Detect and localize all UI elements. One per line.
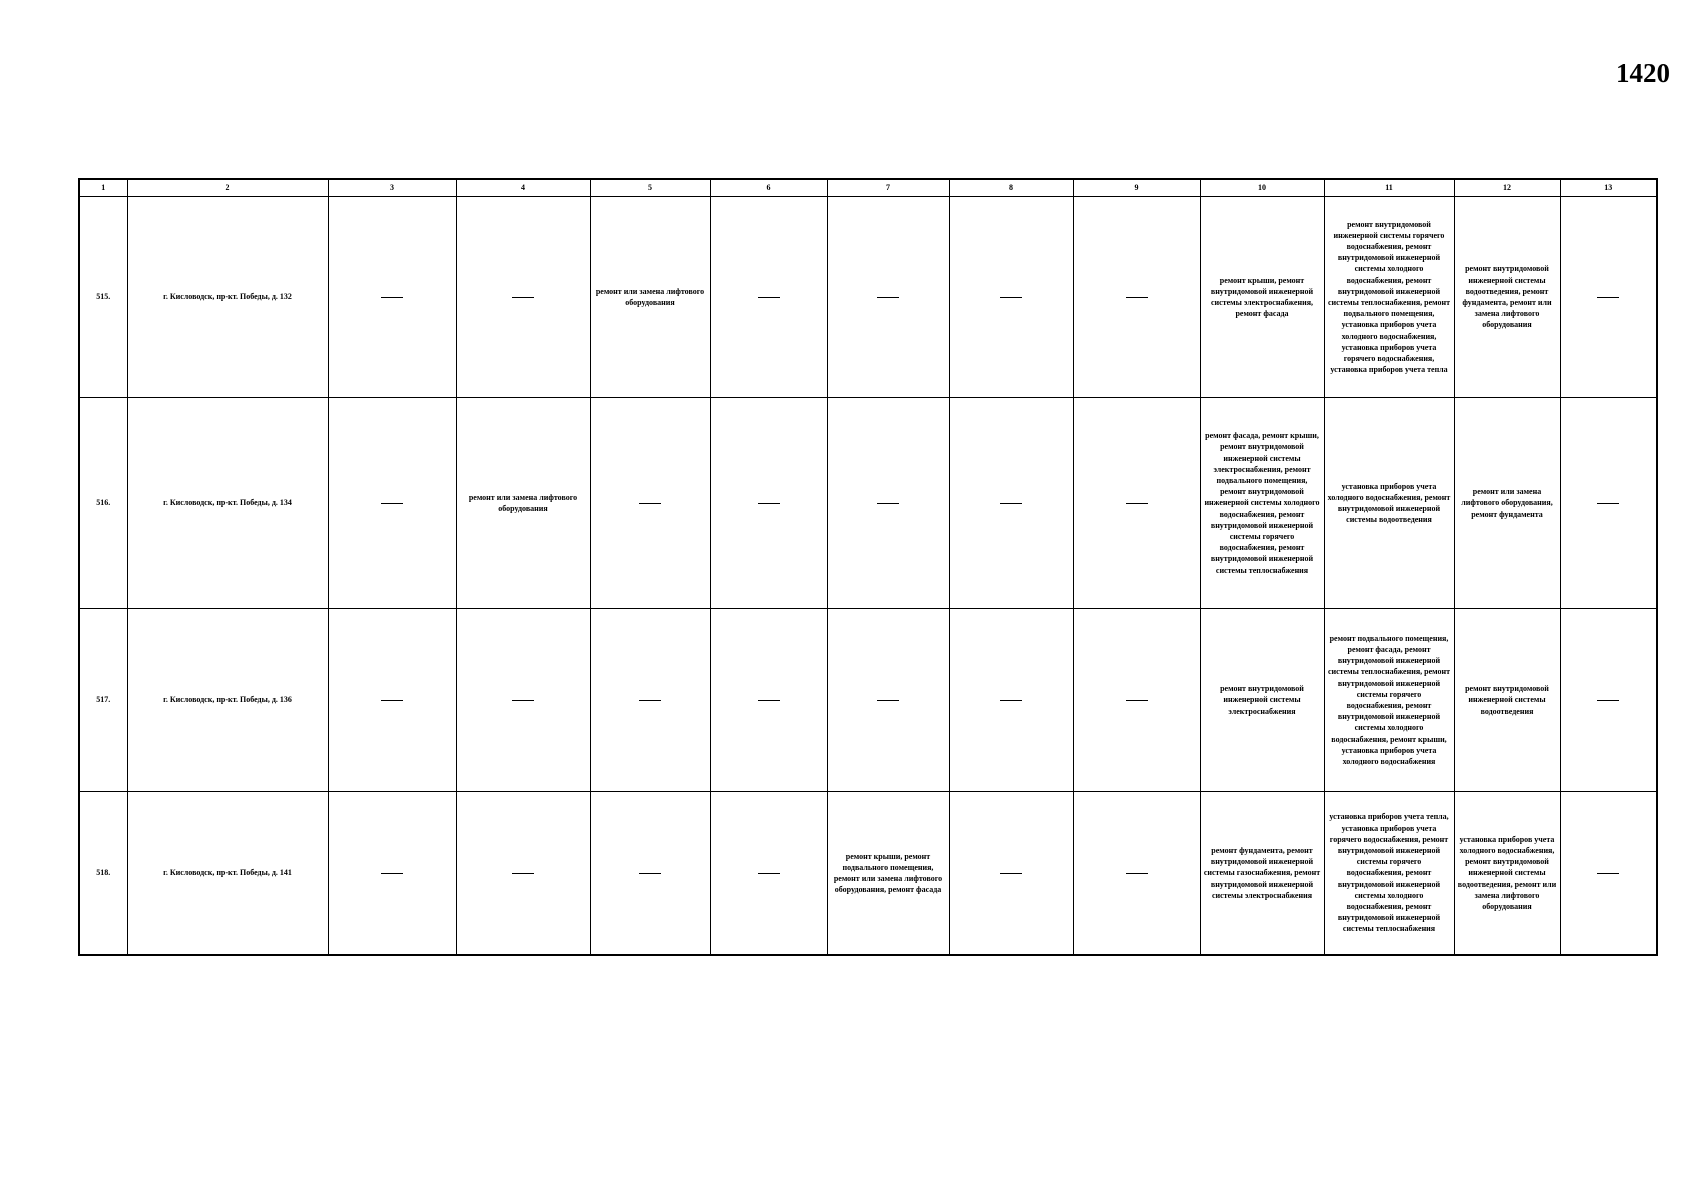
work-cell-9 <box>1073 398 1200 609</box>
work-cell-10: ремонт фасада, ремонт крыши, ремонт внутридомовой инженерной системы электроснабжения, ремонт подвального помещения, ремонт внутридомовой инженерной системы холодного водоснабжения, ремонт внутридомовой инженерной системы горячего водоснабжения, ремонт внутридомовой инженерной системы теплоснабжения <box>1200 398 1324 609</box>
column-header: 8 <box>949 179 1073 197</box>
column-header: 12 <box>1454 179 1560 197</box>
work-cell-11: ремонт подвального помещения, ремонт фасада, ремонт внутридомовой инженерной системы теплоснабжения, ремонт внутридомовой инженерной системы горячего водоснабжения, ремонт внутридомовой инженерной системы холодного водоснабжения, ремонт крыши, установка приборов учета холодного водоснабжения <box>1324 609 1454 792</box>
work-cell-6 <box>710 398 827 609</box>
column-header: 11 <box>1324 179 1454 197</box>
work-cell-11: установка приборов учета холодного водоснабжения, ремонт внутридомовой инженерной системы водоотведения <box>1324 398 1454 609</box>
address-cell: г. Кисловодск, пр-кт. Победы, д. 134 <box>127 398 328 609</box>
dash-mark <box>758 700 780 701</box>
work-cell-3 <box>328 197 456 398</box>
column-header: 13 <box>1560 179 1657 197</box>
dash-mark <box>1000 503 1022 504</box>
dash-mark <box>1597 297 1619 298</box>
column-header: 9 <box>1073 179 1200 197</box>
dash-mark <box>758 297 780 298</box>
work-cell-13 <box>1560 398 1657 609</box>
dash-mark <box>1000 700 1022 701</box>
work-cell-8 <box>949 197 1073 398</box>
row-number: 518. <box>79 792 127 956</box>
dash-mark <box>381 297 403 298</box>
column-header: 2 <box>127 179 328 197</box>
work-cell-8 <box>949 398 1073 609</box>
column-header: 1 <box>79 179 127 197</box>
page-number: 1420 <box>1616 58 1670 88</box>
work-cell-8 <box>949 792 1073 956</box>
work-cell-10: ремонт крыши, ремонт внутридомовой инженерной системы электроснабжения, ремонт фасада <box>1200 197 1324 398</box>
work-cell-7 <box>827 609 949 792</box>
work-cell-10: ремонт внутридомовой инженерной системы электроснабжения <box>1200 609 1324 792</box>
work-cell-12: ремонт внутридомовой инженерной системы водоотведения <box>1454 609 1560 792</box>
work-cell-5 <box>590 609 710 792</box>
work-cell-4: ремонт или замена лифтового оборудования <box>456 398 590 609</box>
dash-mark <box>1126 297 1148 298</box>
dash-mark <box>1126 503 1148 504</box>
dash-mark <box>639 873 661 874</box>
work-cell-5 <box>590 792 710 956</box>
work-cell-3 <box>328 609 456 792</box>
dash-mark <box>1597 873 1619 874</box>
table-row <box>79 197 1657 398</box>
work-cell-4 <box>456 609 590 792</box>
work-cell-4 <box>456 197 590 398</box>
work-cell-7: ремонт крыши, ремонт подвального помещения, ремонт или замена лифтового оборудования, ремонт фасада <box>827 792 949 956</box>
work-cell-11: установка приборов учета тепла, установка приборов учета горячего водоснабжения, ремонт внутридомовой инженерной системы горячего водоснабжения, ремонт внутридомовой инженерной системы холодного водоснабжения, ремонт внутридомовой инженерной системы теплоснабжения <box>1324 792 1454 956</box>
work-cell-5: ремонт или замена лифтового оборудования <box>590 197 710 398</box>
work-cell-13 <box>1560 792 1657 956</box>
header-row <box>79 179 1657 197</box>
dash-mark <box>877 297 899 298</box>
dash-mark <box>1126 873 1148 874</box>
address-cell: г. Кисловодск, пр-кт. Победы, д. 141 <box>127 792 328 956</box>
address-cell: г. Кисловодск, пр-кт. Победы, д. 132 <box>127 197 328 398</box>
work-cell-13 <box>1560 609 1657 792</box>
work-cell-9 <box>1073 792 1200 956</box>
work-cell-7 <box>827 197 949 398</box>
column-header: 10 <box>1200 179 1324 197</box>
row-number: 516. <box>79 398 127 609</box>
work-cell-12: ремонт внутридомовой инженерной системы водоотведения, ремонт фундамента, ремонт или замена лифтового оборудования <box>1454 197 1560 398</box>
work-cell-3 <box>328 792 456 956</box>
work-cell-12: установка приборов учета холодного водоснабжения, ремонт внутридомовой инженерной системы водоотведения, ремонт или замена лифтового оборудования <box>1454 792 1560 956</box>
dash-mark <box>512 873 534 874</box>
column-header: 4 <box>456 179 590 197</box>
row-number: 515. <box>79 197 127 398</box>
repair-schedule-table <box>78 178 1658 956</box>
work-cell-4 <box>456 792 590 956</box>
column-header: 6 <box>710 179 827 197</box>
table-row <box>79 398 1657 609</box>
dash-mark <box>758 873 780 874</box>
work-cell-9 <box>1073 609 1200 792</box>
dash-mark <box>877 700 899 701</box>
work-cell-13 <box>1560 197 1657 398</box>
work-cell-11: ремонт внутридомовой инженерной системы горячего водоснабжения, ремонт внутридомовой инженерной системы холодного водоснабжения, ремонт внутридомовой инженерной системы теплоснабжения, ремонт подвального помещения, установка приборов учета холодного водоснабжения, установка приборов учета горячего водоснабжения, установка приборов учета тепла <box>1324 197 1454 398</box>
column-header: 3 <box>328 179 456 197</box>
dash-mark <box>381 873 403 874</box>
dash-mark <box>877 503 899 504</box>
dash-mark <box>1000 297 1022 298</box>
work-cell-6 <box>710 609 827 792</box>
row-number: 517. <box>79 609 127 792</box>
dash-mark <box>381 700 403 701</box>
work-cell-8 <box>949 609 1073 792</box>
dash-mark <box>512 297 534 298</box>
work-cell-10: ремонт фундамента, ремонт внутридомовой инженерной системы газоснабжения, ремонт внутридомовой инженерной системы электроснабжения <box>1200 792 1324 956</box>
work-cell-6 <box>710 792 827 956</box>
work-cell-9 <box>1073 197 1200 398</box>
dash-mark <box>1597 503 1619 504</box>
dash-mark <box>512 700 534 701</box>
table-row <box>79 609 1657 792</box>
dash-mark <box>639 503 661 504</box>
dash-mark <box>381 503 403 504</box>
work-cell-12: ремонт или замена лифтового оборудования, ремонт фундамента <box>1454 398 1560 609</box>
table-row <box>79 792 1657 956</box>
work-cell-3 <box>328 398 456 609</box>
address-cell: г. Кисловодск, пр-кт. Победы, д. 136 <box>127 609 328 792</box>
dash-mark <box>639 700 661 701</box>
dash-mark <box>1597 700 1619 701</box>
column-header: 5 <box>590 179 710 197</box>
column-header: 7 <box>827 179 949 197</box>
dash-mark <box>1000 873 1022 874</box>
dash-mark <box>758 503 780 504</box>
work-cell-5 <box>590 398 710 609</box>
work-cell-7 <box>827 398 949 609</box>
work-cell-6 <box>710 197 827 398</box>
dash-mark <box>1126 700 1148 701</box>
